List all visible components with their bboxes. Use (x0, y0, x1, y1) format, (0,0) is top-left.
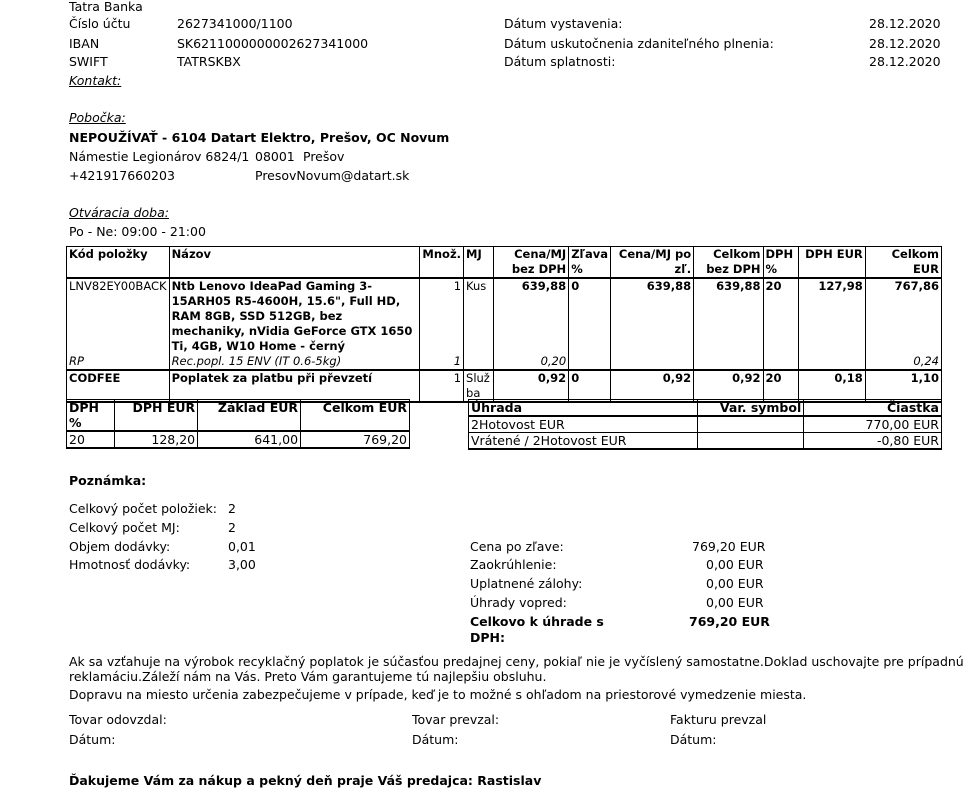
table-row (67, 278, 942, 354)
hours-text: Po - Ne: 09:00 - 21:00 (69, 224, 206, 239)
item-price-after: 0,92 (611, 370, 694, 402)
pay-amount: -0,80 EUR (804, 433, 942, 450)
col-discount: Zľava % (569, 247, 611, 279)
col-name: Názov (169, 247, 420, 279)
vat-table (66, 399, 410, 449)
stat-value: 2 (228, 520, 236, 535)
col-code: Kód položky (67, 247, 170, 279)
branch-name: NEPOUŽÍVAŤ - 6104 Datart Elektro, Prešov, OC Novum (69, 130, 450, 145)
stat-value: 2 (228, 501, 236, 516)
col-total: Celkom EUR (865, 247, 941, 279)
item-code: LNV82EY00BACK (67, 278, 170, 354)
footer-text: Dopravu na miesto určenia zabezpečujeme v prípade, keď je to možné s ohľadom na priestorové vymedzenie miesta. (69, 687, 807, 702)
pay-col-method: Úhrada (469, 400, 698, 417)
pay-method: Vrátené / 2Hotovost EUR (469, 433, 698, 450)
date-label: Dátum: (412, 732, 459, 747)
bank-name: Tatra Banka (69, 0, 143, 14)
table-row (67, 370, 942, 402)
col-price-after: Cena/MJ po zľ. (611, 247, 694, 279)
branch-zip: 08001 (255, 149, 295, 164)
due-date: 28.12.2020 (869, 54, 941, 69)
item-total-net: 639,88 (694, 278, 763, 354)
tax-date: 28.12.2020 (869, 36, 941, 51)
pay-col-amount: Čiastka (804, 400, 942, 417)
vat-base: 641,00 (198, 431, 301, 448)
invoice-label: Fakturu prevzal (670, 712, 767, 727)
tax-date-label: Dátum uskutočnenia zdaniteľného plnenia: (504, 36, 774, 51)
items-header-row (67, 247, 942, 279)
col-qty: Množ. (420, 247, 464, 279)
account-label: Číslo účtu (69, 16, 131, 31)
account-number: 2627341000/1100 (177, 16, 293, 31)
col-total-net: Celkom bez DPH (694, 247, 763, 279)
stat-label: Hmotnosť dodávky: (69, 557, 191, 572)
item-price: 0,92 (493, 370, 568, 402)
pay-method: 2Hotovost EUR (469, 416, 698, 433)
item-price: 639,88 (493, 278, 568, 354)
item-vat-pct: 20 (763, 370, 799, 402)
col-vat: DPH EUR (799, 247, 865, 279)
item-vat: 127,98 (799, 278, 865, 354)
thanks-text: Ďakujeme Vám za nákup a pekný deň praje Váš predajca: Rastislav (69, 773, 542, 788)
sub-qty: 1 (420, 354, 464, 370)
vat-col-total: Celkom EUR (301, 400, 410, 432)
item-vat: 0,18 (799, 370, 865, 402)
item-code: CODFEE (67, 370, 170, 402)
received-label: Tovar prevzal: (412, 712, 500, 727)
due-date-label: Dátum splatnosti: (504, 54, 616, 69)
pay-symbol (698, 433, 804, 450)
col-vat-pct: DPH % (763, 247, 799, 279)
sub-total: 0,24 (865, 354, 941, 370)
item-total-net: 0,92 (694, 370, 763, 402)
contact-label: Kontakt: (69, 73, 122, 88)
vat-col-pct: DPH % (67, 400, 115, 432)
iban-value: SK6211000000002627341000 (177, 36, 369, 51)
item-qty: 1 (420, 278, 464, 354)
table-row (469, 433, 942, 450)
branch-email: PresovNovum@datart.sk (255, 168, 410, 183)
sub-price: 0,20 (493, 354, 568, 370)
sub-code: RP (67, 354, 170, 370)
item-name: Poplatek za platbu při převzetí (169, 370, 420, 402)
iban-label: IBAN (69, 36, 100, 51)
swift-value: TATRSKBX (177, 54, 241, 69)
total-value: 0,00 EUR (706, 557, 764, 572)
date-label: Dátum: (69, 732, 116, 747)
pay-symbol (698, 416, 804, 433)
vat-total: 769,20 (301, 431, 410, 448)
item-vat-pct: 20 (763, 278, 799, 354)
table-row (67, 431, 410, 448)
footer-text: Ak sa vzťahuje na výrobok recyklačný poplatok je súčasťou predajnej ceny, pokiaľ nie je vyčíslený samostatne.Doklad uschovajte pre prípadnú (69, 654, 964, 669)
branch-street: Námestie Legionárov 6824/1 (69, 149, 250, 164)
table-row (469, 416, 942, 433)
item-price-after: 639,88 (611, 278, 694, 354)
vat-col-base: Základ EUR (198, 400, 301, 432)
item-total: 767,86 (865, 278, 941, 354)
total-label: Uplatnené zálohy: (470, 576, 583, 591)
vat-amount: 128,20 (115, 431, 198, 448)
item-name: Ntb Lenovo IdeaPad Gaming 3-15ARH05 R5-4600H, 15.6", Full HD, RAM 8GB, SSD 512GB, bez mechaniky, nVidia GeForce GTX 1650 Ti, 4GB, W10 Home - černý (169, 278, 420, 354)
payments-table (468, 399, 942, 450)
stat-value: 0,01 (228, 539, 256, 554)
grand-total-label-2: DPH: (470, 630, 505, 645)
branch-phone: +421917660203 (69, 168, 175, 183)
stat-value: 3,00 (228, 557, 256, 572)
total-value: 0,00 EUR (706, 595, 764, 610)
total-label: Cena po zľave: (470, 539, 564, 554)
note-label: Poznámka: (69, 473, 147, 488)
stat-label: Celkový počet položiek: (69, 501, 217, 516)
item-unit: Služba (464, 370, 494, 402)
item-unit: Kus (464, 278, 494, 354)
vat-pct: 20 (67, 431, 115, 448)
total-label: Zaokrúhlenie: (470, 557, 557, 572)
swift-label: SWIFT (69, 54, 108, 69)
pay-col-symbol: Var. symbol (698, 400, 804, 417)
hours-label: Otváracia doba: (69, 205, 169, 220)
pay-amount: 770,00 EUR (804, 416, 942, 433)
grand-total-label: Celkovo k úhrade s (470, 614, 604, 629)
item-total: 1,10 (865, 370, 941, 402)
items-table (66, 246, 942, 403)
item-qty: 1 (420, 370, 464, 402)
total-label: Úhrady vopred: (470, 595, 567, 610)
branch-label: Pobočka: (69, 110, 126, 125)
branch-city: Prešov (303, 149, 345, 164)
item-discount: 0 (569, 278, 611, 354)
footer-text: reklamáciu.Záleží nám na Vás. Preto Vám garantujeme tú najlepšiu obsluhu. (69, 669, 547, 684)
col-unit: MJ (464, 247, 494, 279)
stat-label: Objem dodávky: (69, 539, 171, 554)
total-value: 769,20 EUR (692, 539, 766, 554)
vat-col-vat: DPH EUR (115, 400, 198, 432)
handed-label: Tovar odovzdal: (69, 712, 167, 727)
issue-date-label: Dátum vystavenia: (504, 16, 623, 31)
grand-total-value: 769,20 EUR (689, 614, 770, 629)
sub-name: Rec.popl. 15 ENV (IT 0.6-5kg) (169, 354, 420, 370)
total-value: 0,00 EUR (706, 576, 764, 591)
col-price: Cena/MJ bez DPH (493, 247, 568, 279)
item-discount: 0 (569, 370, 611, 402)
date-label: Dátum: (670, 732, 717, 747)
issue-date: 28.12.2020 (869, 16, 941, 31)
stat-label: Celkový počet MJ: (69, 520, 180, 535)
table-subrow (67, 354, 942, 370)
